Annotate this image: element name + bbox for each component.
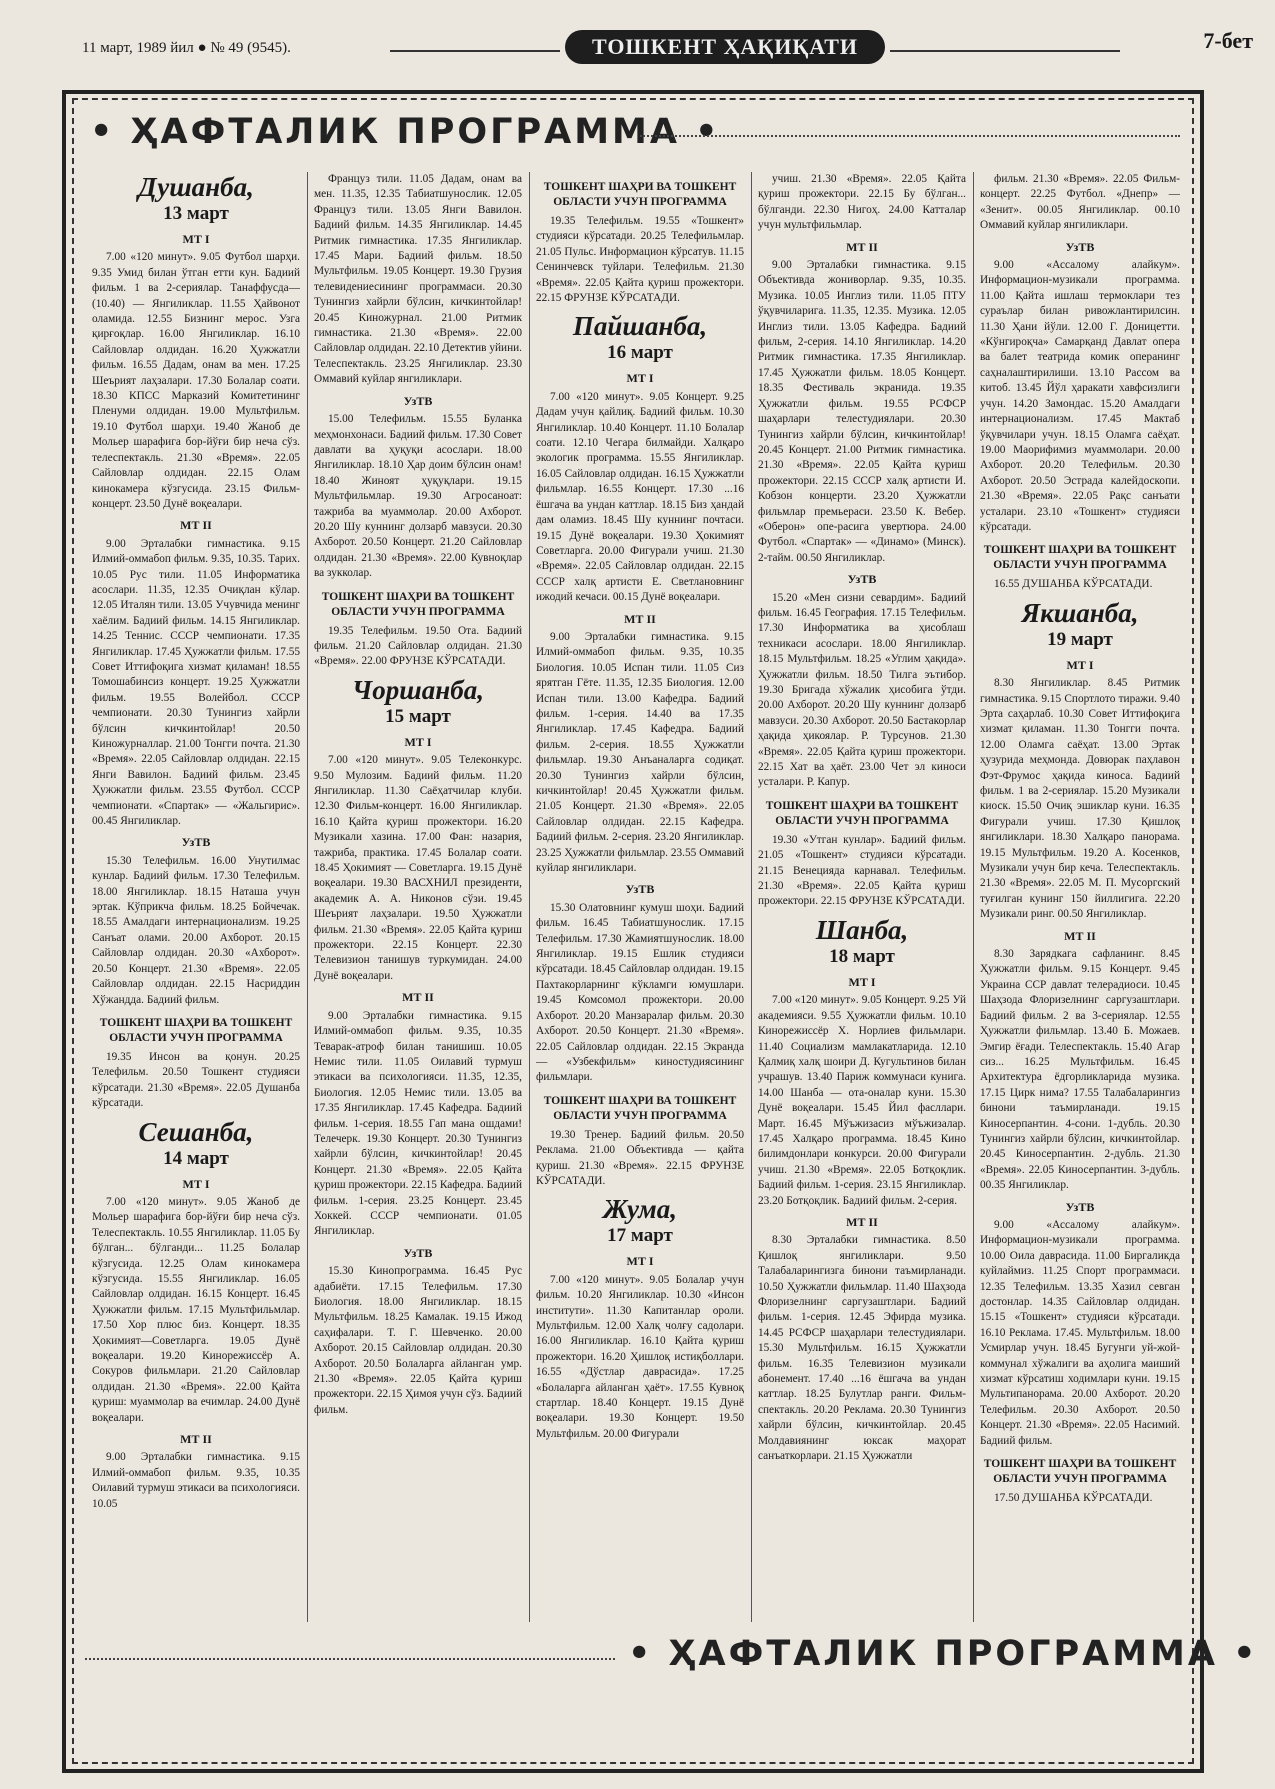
date-heading: 14 март (163, 1147, 229, 1169)
schedule-text: 15.30 Олатовнинг кумуш шоҳи. Бадиий фильм. 16.45 Табиатшунослик. 17.15 Телефильм. 17.30 Жамиятшунослик. 18.00 Янгиликлар. 19.15 Ешлик студияси кўрсатади. 18.45 Сайловлар олдидан. 19.15 Пахтакорларнинг кўкламги юмушлари. 19.45 Комсомол прожектори. 20.00 Ахборот. 20.20 Манзаралар фильм. 20.30 Ахборот. 20.50 Концерт. 21.30 «Время». 22.05 Сайловлар олдидан. 22.15 Экранда — «Узбекфильм» киностудиясининг фильмлари. (536, 901, 744, 1084)
date-heading: 18 март (829, 945, 895, 967)
schedule-text: 19.35 Телефильм. 19.55 «Тошкент» студияси кўрсатади. 20.25 Телефильмлар. 21.05 Пульс. Информацион кўрсатув. 11.15 Сенинчевск туйлари. Телефильм. 21.30 «Время». 22.05 Қайта қуриш прожектори. 22.15 ФРУНЗЕ КЎРСАТАДИ. (536, 215, 744, 305)
banner-bottom-rule (85, 1658, 615, 1660)
channel-heading: МТ II (402, 990, 434, 1005)
channel-heading: МТ I (626, 1254, 654, 1269)
day-heading: Чоршанба, (352, 674, 484, 705)
column-1 (92, 172, 300, 1622)
column-separator (751, 172, 752, 1622)
day-heading: Сешанба, (138, 1116, 254, 1147)
banner-top-rule (640, 135, 1180, 137)
channel-heading: МТ II (180, 518, 212, 533)
schedule-text: 8.30 Зарядкага сафланинг. 8.45 Ҳужжатли фильм. 9.15 Концерт. 9.45 Украина ССР давлат телерадиоси. 10.45 Шаҳзода Флоризелнинг саргузаштлари. Бадиий фильм. 2 ва 3-сериялар. 12.55 Ҳужжатли фильмлар. 13.40 Б. Можаев. Эмгир ёғади. Телеспектакль. 15.40 Агар сиз... 16.25 Мультфильм. 16.45 Архитектура ёдгорликларида музика. 17.15 Цирк нима? 17.55 Талабаларингиз бинони таъмирланади. 19.15 Киносерпантин. 4-сони. 1-дубль. 20.30 Тунингиз хайрли бўлсин, кичкинтойлар. 20.45 Киносерпантин. 2-дубль. 21.30 «Время». 22.05 Киносерпантин. 3-дубль. 00.35 Янгиликлар. (980, 948, 1180, 1192)
column-separator (307, 172, 308, 1622)
schedule-text: 19.30 «Утган кунлар». Бадиий фильм. 21.05 «Тошкент» студияси кўрсатади. 21.15 Венецияда карнавал. Телефильм. 21.30 «Время». 22.05 Қайта қуриш прожектори. 22.15 ФРУНЗЕ КЎРСАТАДИ. (758, 833, 966, 908)
channel-heading: УзТВ (181, 835, 211, 850)
channel-heading: МТ I (1066, 657, 1094, 672)
channel-heading: МТ II (846, 1214, 878, 1229)
schedule-text: 19.35 Телефильм. 19.50 Ота. Бадиий фильм. 21.20 Сайловлар олдидан. 21.30 «Время». 22.00 ФРУНЗЕ КЎРСАТАДИ. (314, 624, 522, 668)
channel-heading: МТ I (182, 1176, 210, 1191)
date-heading: 13 март (163, 203, 229, 224)
channel-heading: УзТВ (1065, 1199, 1095, 1214)
schedule-text: 7.00 «120 минут». 9.05 Болалар учун фильм. 10.20 Янгиликлар. 10.30 «Инсон институти». 11.30 Капитанлар ороли. Мультфильм. 12.00 Халқ чолғу садолари. 16.00 Янгиликлар. 16.10 Қайта қуриш прожектори. 16.20 Ҳишлоқ истиқболлари. 16.55 «Дўстлар даврасида». 17.25 «Болаларга айланган ҳаёт». 17.55 Кувноқ стартлар. 18.40 Концерт. 19.15 Дунё воқеалари. 19.30 Концерт. 19.50 Мультфильм. 20.00 Фигурали (536, 1273, 744, 1440)
schedule-text: Француз тили. 11.05 Дадам, онам ва мен. 11.35, 12.35 Табиатшунослик. 12.05 Француз тили. 13.05 Янги Вавилон. Бадиий фильм. 14.35 Янгиликлар. 14.45 Ритмик гимнастика. 17.35 Янгиликлар. 17.45 Мари. Бадиий фильм. 18.50 Мультфильм. 19.05 Концерт. 19.30 Грузия телевидениесининг программаси. 20.30 Тунингиз хайрли бўлсин, кичкинтойлар! 20.45 Киножурнал. 21.00 Ритмик гимнастика. 21.30 «Время». 22.00 Сайловлар олдидан. 22.10 Детектив уйини. Телеспектакль. 23.25 Янгиликлар. 23.30 Оммавий куйлар янгиликлари. (314, 173, 522, 386)
channel-heading: УзТВ (403, 1245, 433, 1260)
column-2 (314, 172, 522, 1622)
schedule-text: 16.55 ДУШАНБА КЎРСАТАДИ. (994, 578, 1153, 591)
date-heading: 16 март (607, 342, 673, 364)
day-heading: Душанба, (138, 172, 254, 202)
regional-heading: ТОШКЕНТ ШАҲРИ ВА ТОШКЕНТ ОБЛАСТИ УЧУН ПРОГРАММА (983, 544, 1177, 572)
schedule-text: 9.00 «Ассалому алайкум». Информацион-музикали программа. 11.00 Қайта ишлаш термоклари тез сураълар билан ривожлантирилсин. 11.30 Ҳани йўли. 12.00 Г. Доницетти. «Кўнгироқча» Самарқанд Давлат опера ва балет театрида комик операнинг саҳналаштирилиши. 13.10 Рассом ва китоб. 13.45 Йўл ҳаракати хавфсизлиги учун. 14.20 Замондас. 15.20 Амалдаги интернационализм. 17.45 Мактаб ўқувчилари учун. 18.15 Оламга саёҳат. 19.00 Маорифимиз муаммолари. 20.00 Ахборот. 20.20 Телефильм. 20.30 Ахборот. 20.50 Эстрада калейдоскопи. 21.30 «Время». 22.05 Рақс санъати усталари. 23.10 «Тошкент» студияси кўрсатади. (980, 259, 1180, 533)
day-heading: Жума, (602, 1194, 678, 1225)
banner-top: • ҲАФТАЛИК ПРОГРАММА • (90, 112, 721, 152)
day-heading: Якшанба, (1021, 597, 1139, 628)
schedule-text: 19.30 Тренер. Бадиий фильм. 20.50 Реклама. 21.00 Объективда — қайта қуриш. 21.30 «Время». 22.15 ФРУНЗЕ КЎРСАТАДИ. (536, 1128, 744, 1187)
date-heading: 17 март (607, 1225, 673, 1247)
channel-heading: МТ II (180, 1432, 212, 1447)
newspaper-title: ТОШКЕНТ ҲАҚИҚАТИ (565, 30, 885, 64)
channel-heading: МТ I (182, 232, 210, 246)
column-4 (758, 172, 966, 1622)
schedule-text: 9.00 «Ассалому алайкум». Информацион-музикали программа. 10.00 Оила даврасида. 11.00 Биргаликда куйлаймиз. 11.25 Спорт программаси. 12.35 Телефильм. 13.35 Хазил севган достонлар. 14.35 Сайловлар олдидан. 15.15 «Тошкент» студияси кўрсатади. 16.10 Реклама. 17.45. Мультфильм. 18.00 Усмирлар учун. 18.45 Бугунги уй-жой-коммунал хўжалиги ва аҳолига маиший хизмат кўрсатиш ходимлари куни. 19.15 Мультипанорама. 20.00 Ахборот. 20.20 Телефильм. 20.30 Ахборот. 20.50 Концерт. 21.30 «Время». 22.05 Насимий. Бадиий фильм. (980, 1218, 1180, 1447)
schedule-text: 9.00 Эрталабки гимнастика. 9.15 Объективда жониворлар. 9.35, 10.35. Музика. 10.05 Инглиз тили. 11.05 ПТУ ўқувчиларига. 11.35, 12.35. Музика. 12.05 Инглиз тили. 13.05 Кафедра. Бадиий фильм, 2-серия. 14.10 Янгиликлар. 14.20 Ритмик гимнастика. 17.35 Янгиликлар. 17.45 Ҳужжатли фильм. 18.05 Концерт. 18.35 Фестиваль экранида. 19.35 Ҳужжатли фильм. 19.55 РСФСР шаҳарлари телестудиялари. 20.30 Тунингиз хайрли бўлсин, кичкинтойлар! 20.45 Концерт. 21.00 Ритмик гимнастика. 21.30 «Время». 22.05 Қайта қуриш прожектори. 22.15 СССР халқ артисти И. Кобзон концерти. 23.20 Ҳужжатли фильмлар премьераси. 23.50 К. Вебер. «Оберон» опе-расига увертюра. 24.00 Футбол. «Спартак» — «Динамо» (Минск). 2-тайм. 00.50 Янгиликлар. (758, 259, 966, 564)
channel-heading: МТ I (626, 371, 654, 386)
schedule-text: 7.00 «120 минут». 9.05 Жаноб де Мольер шарафига бор-йўғи бир нечa сўз. Телеспектакль. 10.55 Янгиликлар. 11.05 Бу бўлган... бўлганди... 11.25 Болалар кўзгусида. 12.25 Олам кинокамера кўзгусида. 15.55 Янгиликлар. 16.05 Сайловлар олдидан. 16.15 Концерт. 16.45 Ҳужжатли фильм. 17.15 Мультфильмлар. 17.50 Хор плюс биз. Концерт. 18.35 Ҳокимият—Советларга. 19.05 Дунё воқеалари. 19.20 Кинорежиссёр А. Сокуров фильмлари. 21.20 Сайловлар олдидан. 21.30 «Время». 22.00 Қайта қуриш: муаммолар ва ечимлар. 24.00 Дунё воқеалари. (92, 1195, 300, 1424)
schedule-text: 8.30 Эрталабки гимнастика. 8.50 Қишлоқ янгиликлари. 9.50 Талабаларингизга бинони таъмирланади. 10.50 Ҳужжатли фильмлар. 11.40 Шаҳзода Флоризелнинг саргузаштлари. Бадиий фильм. 1-серия. 12.45 Эфирда музика. 14.45 РСФСР шаҳарлари телестудиялари. 15.30 Мультфильм. 16.15 Ҳужжатли фильм. 16.35 Телевизион музикали абонемент. 17.40 ...16 ёшгача ва ундан каттлар. 18.25 Булутлар ранги. Фильм-спектакль. 20.20 Реклама. 20.30 Тунингиз хайрли бўлсин, кичкинтойлар. 20.45 Молдавиянинг юксак маҳорат санъаткорлари. 21.15 Ҳужжатли (758, 1234, 966, 1463)
channel-heading: МТ II (846, 239, 878, 254)
column-separator (529, 172, 530, 1622)
channel-heading: УзТВ (847, 572, 877, 587)
schedule-text: 19.35 Инсон ва қонун. 20.25 Телефильм. 20.50 Тошкент студияси кўрсатади. 21.30 «Время». 22.05 Душанба кўрсатади. (92, 1050, 300, 1110)
column-separator (973, 172, 974, 1622)
regional-heading: ТОШКЕНТ ШАҲРИ ВА ТОШКЕНТ ОБЛАСТИ УЧУН ПРОГРАММА (765, 799, 959, 827)
masthead-rule-left (390, 50, 560, 52)
regional-heading: ТОШКЕНТ ШАҲРИ ВА ТОШКЕНТ ОБЛАСТИ УЧУН ПРОГРАММА (983, 1458, 1177, 1486)
page-number: 7-бет (1203, 28, 1253, 53)
schedule-text: 9.00 Эрталабки гимнастика. 9.15 Илмий-оммабоп фильм. 9.35, 10.35. Тарих. 10.05 Рус тили. 11.05 Информатика асослари. 11.35, 12.35 Очиқлан кўлар. 12.05 Италян тили. 13.05 Учувчида менинг хаёлим. Бадиий фильм. 14.15 Янгиликлар. 14.25 Теннис. СССР чемпионати. 17.35 Янгиликлар. 17.45 Ҳужжатли фильм. 17.55 Совет Иттифоқига хизмат қиламан! 18.55 Томошабинсиз концерт. 19.25 Ҳужжатли фильм. 19.55 Волейбол. СССР чемпионати. 20.30 Тунингиз хайрли бўлсин кичкинтойлар! 20.50 Киножурналлар. 21.00 Тонгги почта. 21.30 «Время». 22.05 Сайловлар олдидан. 22.15 Янги Вавилон. Бадиий фильм. 23.45 Ҳужжатли фильм. 23.55 Футбол. СССР чемпионати. «Спартак» — «Жальгирис». 00.45 Янгиликлар. (92, 537, 300, 828)
masthead-rule-right (890, 50, 1120, 52)
column-5 (980, 172, 1180, 1622)
column-3 (536, 172, 744, 1622)
channel-heading: МТ I (404, 734, 432, 749)
schedule-text: 15.30 Кинопрограмма. 16.45 Рус адабиёти. 17.15 Телефильм. 17.30 Биология. 18.00 Янгиликлар. 18.15 Мультфильм. 18.25 Камалак. 19.15 Ижод саҳифалари. Т. Г. Шевченко. 20.00 Ахборот. 20.15 Сайловлар олдидан. 20.30 Ахборот. 20.50 Болаларга айланган умр. 21.30 «Время». 22.05 Қайта қуриш прожектори. 22.15 Ҳимоя учун сўз. Бадиий фильм. (314, 1265, 522, 1416)
schedule-text: 15.30 Телефильм. 16.00 Унутилмас кунлар. Бадиий фильм. 17.30 Телефильм. 18.00 Янгиликлар. 18.15 Наташа учун эртак. Кўприкча фильм. 18.25 Бойчечак. 18.55 Амалдаги интернационализм. 19.25 Санъат олами. 20.00 Ахборот. 20.15 Сайловлар олдидан. 20.30 «Ахборот». 20.50 Концерт. 21.30 «Время». 22.05 Сайловлар олдидан. 22.15 Насриддин Хўжандда. Бадиий фильм. (92, 854, 300, 1006)
schedule-text: фильм. 21.30 «Время». 22.05 Фильм-концерт. 22.25 Футбол. «Днепр» — «Зенит». 00.05 Янгиликлар. 00.10 Оммавий куйлар янгиликлари. (980, 173, 1180, 232)
schedule-text: 7.00 «120 минут». 9.05 Концерт. 9.25 Дадам учун қайлиқ. Бадиий фильм. 10.30 Янгиликлар. 10.40 Концерт. 11.10 Болалар соати. 12.10 Чегара билмайди. Халқаро экологик программа. 15.55 Янгиликлар. 16.05 Сайловлар олдидан. 16.15 Ҳужжатли фильмлар. 16.55 Концерт. 17.30 ...16 ёшгача ва ундан каттлар. 18.15 Биз ҳандай дам оламиз. 18.45 Шу куннинг почтаси. 19.15 Дунё воқеалари. 19.30 Ҳокимият Советларга. 20.00 Фигурали учиш. 21.30 «Время». 22.05 Сайловлар олдидан. 22.15 СССР халқ артисти Е. Светлановнинг ижодий кечаси. 00.15 Дунё воқеалари. (536, 390, 744, 604)
schedule-text: 7.00 «120 минут». 9.05 Концерт. 9.25 Уй академияси. 9.55 Ҳужжатли фильм. 10.10 Кинорежиссёр Х. Норлиев фильмлари. 11.40 Социализм мамлакатларида. 12.10 Қалмиқ халқ шоири Д. Кугультинов билан учрашув. 13.40 Париж коммунаси кунига. 14.00 Шанба — ота-оналар куни. 15.30 Дунё воқеалари. 15.45 Йил фасллари. Март. 16.45 Мўъжизасиз мўъжизалар. 17.45 Халқаро программа. 18.45 Кино билимдонлари конкурси. 20.00 Фигурали учиш. 21.30 «Время». 22.05 Ботқоқлик. Бадиий фильм. 1-серия. 23.15 Янгиликлар. 23.20 Ботқоқлик. Бадиий фильм. 2-серия. (758, 994, 966, 1207)
regional-heading: ТОШКЕНТ ШАҲРИ ВА ТОШКЕНТ ОБЛАСТИ УЧУН ПРОГРАММА (543, 181, 737, 208)
regional-heading: ТОШКЕНТ ШАҲРИ ВА ТОШКЕНТ ОБЛАСТИ УЧУН ПРОГРАММА (543, 1094, 737, 1122)
date-heading: 15 март (385, 705, 451, 727)
schedule-text: 15.00 Телефильм. 15.55 Буланка меҳмонхонаси. Бадиий фильм. 17.30 Совет давлати ва ҳуқуқи асослари. 18.00 Янгиликлар. 18.10 Ҳар доим бўлсин онам! 18.40 Жиноят ҳуқуқлари. 19.15 Мультфильмлар. 19.30 Агросаноат: тажриба ва муаммолар. 20.00 Ахборот. 20.20 Шу куннинг долзарб мавзуси. 20.30 Ахборот. 20.50 Концерт. 21.20 Сайловлар олдидан. 21.30 «Время». 22.00 Кувноқлар ва зукколар. (314, 413, 522, 580)
schedule-text: 9.00 Эрталабки гимнастика. 9.15 Илмий-оммабоп фильм. 9.35, 10.35 Биология. 10.05 Испан тили. 11.05 Сиз ярятган Гёте. 11.35, 12.35 Биология. 12.00 Испан тили. 13.00 Кафедра. Бадиий фильм. 1-серия. 14.40 ва 17.35 Янгиликлар. 17.45 Кафедра. Бадиий фильм. 2-серия. 18.55 Ҳужжатли фильмлар. 19.30 Анъаналарга содиқат. 20.30 Тунингиз хайрли бўлсин, кичкинтойлар! 20.45 Ҳужжатли фильм. 21.05 Концерт. 21.30 «Время». 22.05 Сайловлар олдидан. 22.15 Кафедра. Бадиий фильм. 2-серия. 23.20 Янгиликлар. 23.25 Ҳужжатли фильмлар. 23.55 Оммавий куйлар янгиликлари. (536, 630, 744, 875)
channel-heading: УзТВ (1065, 239, 1095, 254)
regional-heading: ТОШКЕНТ ШАҲРИ ВА ТОШКЕНТ ОБЛАСТИ УЧУН ПРОГРАММА (99, 1016, 293, 1044)
regional-heading: ТОШКЕНТ ШАҲРИ ВА ТОШКЕНТ ОБЛАСТИ УЧУН ПРОГРАММА (321, 590, 515, 618)
channel-heading: УзТВ (403, 393, 433, 408)
masthead (0, 0, 1275, 70)
banner-bottom: • ҲАФТАЛИК ПРОГРАММА • (628, 1634, 1259, 1674)
channel-heading: УзТВ (625, 882, 655, 897)
schedule-text: 7.00 «120 минут». 9.05 Футбол шарҳи. 9.35 Умид билан ўтган етти кун. Бадиий фильм. 1 ва 2-сериялар. Танаффусда—(10.40) — Янгиликлар. 11.55 Ҳайвонот оламида. 12.55 Бизнинг мерос. Узга қирғоқлар. 16.00 Янгиликлар. 16.10 Сайловлар олдидан. 16.20 Ҳужжатли фильм. 16.55 Дадам, онам ва мен. 17.25 Шеърият лаҳзалари. 17.30 Болалар соати. 18.30 КПСС Марказий Комитетининг Пленуми олдидан. 19.00 Мультфильм. 19.10 Футбол шарҳи. 19.40 Жаноб де Мольер шарафига бор-йўғи бир неча сўз. телеспектакль. 21.30 «Время». 22.05 Сайловлар олдидан. 22.15 Олам кинокамера кўзгусида. 23.15 Фильм-концерт. 23.50 Дунё воқеалари. (92, 251, 300, 510)
schedule-text: 9.00 Эрталабки гимнастика. 9.15 Илмий-оммабоп фильм. 9.35, 10.35 Теварак-атроф билан танишиш. 10.05 Немис тили. 11.05 Оилавий турмуш этикаси ва психологияси. 11.35, 12.35, Биология. 12.05 Немис тили. 13.05 ва 17.35 Янгиликлар. 17.45 Кафедра. Бадиий фильм. 1-серия. 18.55 Гап мана ошдами! Телечерк. 19.30 Концерт. 20.30 Тунингиз хайрли бўлсин, кичкинтойлар! 20.45 Концерт. 21.30 «Время». 22.05 Қайта қуриш прожектори. 22.15 Кафедра. Бадиий фильм. 1-серия. 23.25 Концерт. 23.45 Хоккей. СССР чемпионати. 01.05 Янгиликлар. (314, 1009, 522, 1238)
day-heading: Пайшанба, (572, 311, 708, 342)
schedule-text: 7.00 «120 минут». 9.05 Телеконкурс. 9.50 Мулозим. Бадиий фильм. 11.20 Янгиликлар. 11.30 Саёҳатчилар клуби. 12.30 Фильм-концерт. 16.00 Янгиликлар. 16.10 Қайта қуриш прожектори. 16.20 Музикали хазина. 17.00 Фан: назария, тажриба, практика. 17.45 Болалар соати. 18.45 Ҳокимият — Советларга. 19.15 Дунё воқеалари. 19.30 ВАСХНИЛ президенти, академик А. А. Никонов сўзи. 19.45 Шеърият лаҳзалари. 19.50 Ҳужжатли фильм. 21.30 «Время». 22.05 Қайта қуриш прожектори. 22.15 Концерт. 22.30 Телевизион танишув туркумидан. 24.00 Дунё воқеалари. (314, 754, 522, 982)
schedule-text: 15.20 «Мен сизни севардим». Бадиий фильм. 16.45 География. 17.15 Телефильм. 17.30 Информатика ва ҳисоблаш техникаси асослари. 18.00 Янгиликлар. 18.15 Мультфильм. 18.25 «Углим ҳақида». Ҳужжатли фильм. 18.50 Тилга эътибор. 19.30 Бригада хўжалик ҳисобига ўтди. 20.00 Ахборот. 20.20 Шу куннинг долзарб мавзуси. 20.30 Ахборот. 20.50 Бастакорлар ҳақида ҳикоялар. Р. Турсунов. 21.30 «Время». 22.05 Қайта қуриш прожектори. 22.15 Хат ва ҳаёт. 23.00 Чет эл киноси усталари. Р. Капур. (758, 591, 966, 789)
schedule-text: 8.30 Янгиликлар. 8.45 Ритмик гимнастика. 9.15 Спортлото тиражи. 9.40 Эрта саҳарлаб. 10.30 Совет Иттифоқига хизмат қиламан. 11.30 Тонгги почта. 12.00 Оламга саёҳат. 13.00 Эртак ҳузурида меҳмонда. Довюрак паҳлавон Фэт-Фрумос ҳақида киноса. Бадиий фильм. 1 ва 2-сериялар. 15.20 Музикали киоск. 15.50 Очиқ эшиклар куни. 16.35 Фигурали учиш. 17.30 Қишлоқ янгиликлари. 18.30 Халқаро панорама. 19.15 Мультфильм. 19.20 А. Косенков, Музикали учун бир кеча. Телеспектакль. 21.30 «Время». 22.05 М. П. Мусоргский туғилган кунинг 150 йиллигига. 22.20 Музикали ринг. 00.50 Янгиликлар. (980, 677, 1180, 921)
schedule-text: 17.50 ДУШАНБА КЎРСАТАДИ. (994, 1492, 1153, 1505)
date-heading: 19 март (1047, 628, 1113, 650)
schedule-text: учиш. 21.30 «Время». 22.05 Қайта қуриш прожектори. 22.15 Бу бўлган... бўлганди. 22.30 Нигоҳ. 24.00 Катталар учун мультфильмлар. (758, 173, 966, 232)
channel-heading: МТ II (624, 611, 656, 626)
channel-heading: МТ I (848, 974, 876, 989)
day-heading: Шанба, (815, 914, 909, 945)
issue-line: 11 март, 1989 йил ● № 49 (9545). (82, 40, 291, 56)
channel-heading: МТ II (1064, 928, 1096, 943)
schedule-text: 9.00 Эрталабки гимнастика. 9.15 Илмий-оммабоп фильм. 9.35, 10.35 Оилавий турмуш этикаси ва психологияси. 10.05 (92, 1451, 300, 1510)
